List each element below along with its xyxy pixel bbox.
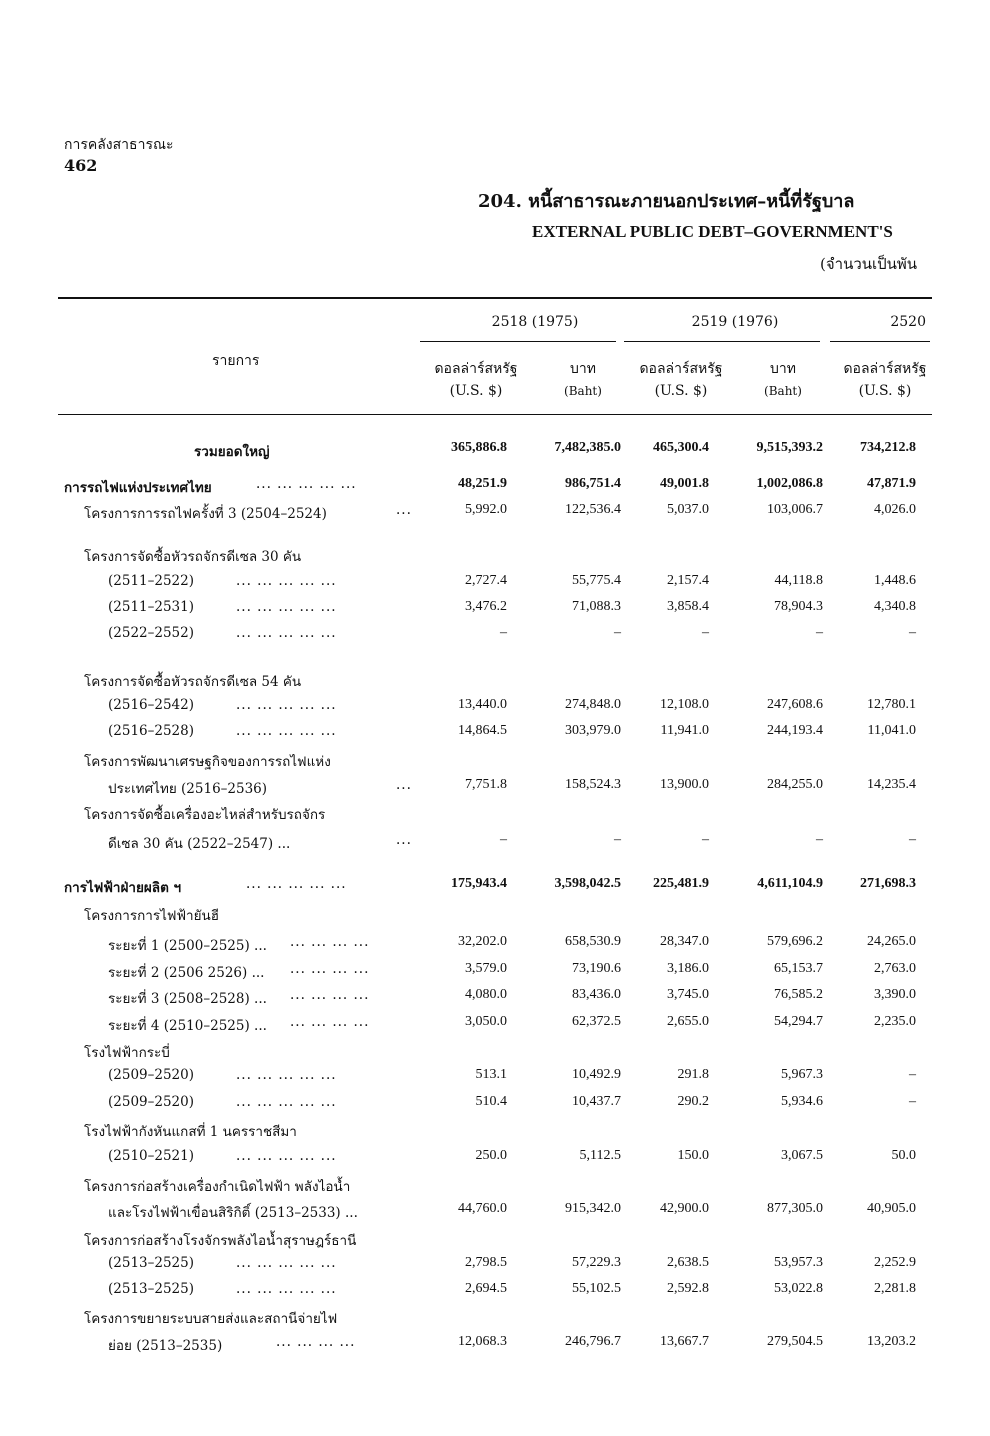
leader-dots: ... ... ... ... ... xyxy=(256,476,357,492)
table-cell: 291.8 xyxy=(677,1067,709,1082)
table-cell: 4,080.0 xyxy=(465,987,507,1002)
table-cell: 47,871.9 xyxy=(867,476,916,491)
table-cell: 2,157.4 xyxy=(667,573,709,588)
row-label: โครงการจัดซื้อเครื่องอะไหล่สำหรับรถจักร xyxy=(84,807,326,823)
col-baht-2518: บาท (Baht) xyxy=(564,361,602,398)
table-cell: 12,068.3 xyxy=(458,1334,507,1349)
table-row xyxy=(0,934,990,958)
table-title-english: EXTERNAL PUBLIC DEBT–GOVERNMENT'S xyxy=(532,222,893,241)
table-cell: 55,775.4 xyxy=(572,573,621,588)
table-cell: 40,905.0 xyxy=(867,1201,916,1216)
table-row xyxy=(0,1014,990,1038)
table-cell: 73,190.6 xyxy=(572,961,621,976)
table-cell: 13,203.2 xyxy=(867,1334,916,1349)
table-cell: – xyxy=(614,832,621,847)
table-cell: 14,235.4 xyxy=(867,777,916,792)
row-label: โรงไฟฟ้ากระบี่ xyxy=(84,1045,170,1061)
table-cell: – xyxy=(614,625,621,640)
table-cell: 65,153.7 xyxy=(774,961,823,976)
row-label: โครงการก่อสร้างโรงจักรพลังไอน้ำสุราษฎร์ธานี xyxy=(84,1233,357,1249)
year-underline-2518 xyxy=(420,341,616,342)
table-title-thai: 204. หนี้สาธารณะภายนอกประเทศ–หนี้ที่รัฐบาล xyxy=(478,191,855,212)
table-cell: 2,694.5 xyxy=(465,1281,507,1296)
table-row xyxy=(0,750,990,774)
table-cell: 42,900.0 xyxy=(660,1201,709,1216)
table-row xyxy=(0,1334,990,1358)
table-cell: 49,001.8 xyxy=(660,476,709,491)
leader-dots: ... ... ... ... ... xyxy=(236,1255,337,1271)
table-cell: 2,252.9 xyxy=(874,1255,916,1270)
table-row xyxy=(0,1094,990,1118)
table-cell: – xyxy=(909,832,916,847)
row-label: (2513–2525) xyxy=(108,1281,194,1297)
row-label: และโรงไฟฟ้าเขื่อนสิริกิติ์ (2513–2533) ... xyxy=(108,1205,358,1221)
table-cell: 1,002,086.8 xyxy=(756,476,823,491)
row-label: โครงการการรถไฟครั้งที่ 3 (2504–2524) xyxy=(84,506,327,522)
table-cell: 5,992.0 xyxy=(465,502,507,517)
table-cell: 48,251.9 xyxy=(458,476,507,491)
table-cell: 658,530.9 xyxy=(565,934,621,949)
table-cell: 284,255.0 xyxy=(767,777,823,792)
row-label: รวมยอดใหญ่ xyxy=(194,444,270,460)
leader-dots: ... ... ... ... ... xyxy=(236,723,337,739)
table-cell: 365,886.8 xyxy=(451,440,507,455)
table-row xyxy=(0,697,990,721)
row-label: ประเทศไทย (2516–2536) xyxy=(108,781,268,797)
row-label: การรถไฟแห่งประเทศไทย xyxy=(64,480,212,496)
leader-dots: ... ... ... ... xyxy=(290,987,370,1003)
table-cell: 13,440.0 xyxy=(458,697,507,712)
table-row xyxy=(0,1175,990,1199)
table-cell: 150.0 xyxy=(677,1148,709,1163)
leader-dots: ... xyxy=(396,777,412,793)
leader-dots: ... xyxy=(396,502,412,518)
table-cell: 2,638.5 xyxy=(667,1255,709,1270)
table-cell: – xyxy=(816,625,823,640)
year-header-2519: 2519 (1976) xyxy=(691,314,779,330)
leader-dots: ... ... ... ... ... xyxy=(236,1067,337,1083)
row-label: (2509–2520) xyxy=(108,1094,194,1110)
table-cell: 11,941.0 xyxy=(660,723,709,738)
table-cell: 246,796.7 xyxy=(565,1334,621,1349)
row-label: โรงไฟฟ้ากังหันแกสที่ 1 นครราชสีมา xyxy=(84,1124,297,1140)
table-cell: 4,026.0 xyxy=(874,502,916,517)
table-cell: 465,300.4 xyxy=(653,440,709,455)
table-row xyxy=(0,625,990,649)
table-cell: 10,492.9 xyxy=(572,1067,621,1082)
table-row xyxy=(0,1307,990,1331)
leader-dots: ... ... ... ... ... xyxy=(236,1281,337,1297)
leader-dots: ... ... ... ... ... xyxy=(236,599,337,615)
table-cell: 11,041.0 xyxy=(867,723,916,738)
table-cell: 12,780.1 xyxy=(867,697,916,712)
row-label: (2510–2521) xyxy=(108,1148,194,1164)
table-cell: 10,437.7 xyxy=(572,1094,621,1109)
row-label: ดีเซล 30 คัน (2522–2547) ... xyxy=(108,836,291,852)
row-label: โครงการก่อสร้างเครื่องกำเนิดไฟฟ้า พลังไอน้ำ xyxy=(84,1179,351,1195)
table-row xyxy=(0,1120,990,1144)
row-label: (2509–2520) xyxy=(108,1067,194,1083)
table-cell: 44,760.0 xyxy=(458,1201,507,1216)
table-cell: 513.1 xyxy=(475,1067,507,1082)
row-label: (2511–2522) xyxy=(108,573,194,589)
table-cell: 1,448.6 xyxy=(874,573,916,588)
table-cell: 3,390.0 xyxy=(874,987,916,1002)
table-row xyxy=(0,1148,990,1172)
table-cell: 55,102.5 xyxy=(572,1281,621,1296)
row-label: (2522–2552) xyxy=(108,625,194,641)
leader-dots: ... ... ... ... xyxy=(290,934,370,950)
table-cell: 7,482,385.0 xyxy=(554,440,621,455)
table-cell: 53,957.3 xyxy=(774,1255,823,1270)
table-cell: – xyxy=(500,832,507,847)
table-row xyxy=(0,1041,990,1065)
col-baht-2519: บาท (Baht) xyxy=(764,361,802,398)
table-cell: 3,186.0 xyxy=(667,961,709,976)
leader-dots: ... ... ... ... xyxy=(290,961,370,977)
table-cell: 877,305.0 xyxy=(767,1201,823,1216)
table-cell: 9,515,393.2 xyxy=(756,440,823,455)
table-cell: – xyxy=(909,1067,916,1082)
table-cell: – xyxy=(500,625,507,640)
table-cell: 225,481.9 xyxy=(653,876,709,891)
table-cell: 290.2 xyxy=(677,1094,709,1109)
page-number: 462 xyxy=(64,156,98,175)
top-rule xyxy=(58,297,932,299)
leader-dots: ... ... ... ... ... xyxy=(246,876,347,892)
leader-dots: ... ... ... ... xyxy=(276,1334,356,1350)
table-cell: 50.0 xyxy=(891,1148,916,1163)
table-row xyxy=(0,1067,990,1091)
table-cell: 2,798.5 xyxy=(465,1255,507,1270)
table-cell: 62,372.5 xyxy=(572,1014,621,1029)
table-cell: 122,536.4 xyxy=(565,502,621,517)
leader-dots: ... xyxy=(396,832,412,848)
table-cell: 279,504.5 xyxy=(767,1334,823,1349)
table-cell: 53,022.8 xyxy=(774,1281,823,1296)
table-cell: 32,202.0 xyxy=(458,934,507,949)
table-row xyxy=(0,440,990,464)
table-cell: – xyxy=(909,625,916,640)
table-cell: 3,745.0 xyxy=(667,987,709,1002)
row-label: (2516–2528) xyxy=(108,723,194,739)
table-cell: 303,979.0 xyxy=(565,723,621,738)
table-cell: 2,235.0 xyxy=(874,1014,916,1029)
leader-dots: ... ... ... ... ... xyxy=(236,1148,337,1164)
table-cell: 271,698.3 xyxy=(860,876,916,891)
table-row xyxy=(0,545,990,569)
table-cell: 734,212.8 xyxy=(860,440,916,455)
row-label: ย่อย (2513–2535) xyxy=(108,1338,223,1354)
table-cell: – xyxy=(702,832,709,847)
table-row xyxy=(0,832,990,856)
table-cell: 13,900.0 xyxy=(660,777,709,792)
table-cell: 54,294.7 xyxy=(774,1014,823,1029)
row-label: ระยะที่ 3 (2508–2528) ... xyxy=(108,991,267,1007)
leader-dots: ... ... ... ... ... xyxy=(236,573,337,589)
row-label: การไฟฟ้าฝ่ายผลิต ฯ xyxy=(64,880,182,896)
table-row xyxy=(0,961,990,985)
year-underline-2519 xyxy=(624,341,820,342)
table-row xyxy=(0,777,990,801)
table-cell: 44,118.8 xyxy=(774,573,823,588)
leader-dots: ... ... ... ... xyxy=(290,1014,370,1030)
col-usd-2520: ดอลล่าร์สหรัฐ (U.S. $) xyxy=(843,361,927,399)
table-cell: 579,696.2 xyxy=(767,934,823,949)
table-cell: 274,848.0 xyxy=(565,697,621,712)
table-cell: 76,585.2 xyxy=(774,987,823,1002)
row-label: (2513–2525) xyxy=(108,1255,194,1271)
table-cell: 510.4 xyxy=(475,1094,507,1109)
row-label: โครงการจัดซื้อหัวรถจักรดีเซล 30 คัน xyxy=(84,549,302,565)
table-row xyxy=(0,803,990,827)
year-underline-2520 xyxy=(830,341,930,342)
table-cell: 28,347.0 xyxy=(660,934,709,949)
table-cell: 5,934.6 xyxy=(781,1094,823,1109)
table-cell: – xyxy=(909,1094,916,1109)
table-row xyxy=(0,573,990,597)
table-cell: – xyxy=(816,832,823,847)
table-row xyxy=(0,1229,990,1253)
table-cell: 158,524.3 xyxy=(565,777,621,792)
row-label: โครงการพัฒนาเศรษฐกิจของการรถไฟแห่ง xyxy=(84,754,331,770)
table-cell: 3,858.4 xyxy=(667,599,709,614)
table-cell: 2,727.4 xyxy=(465,573,507,588)
table-cell: 4,611,104.9 xyxy=(757,876,823,891)
table-cell: 915,342.0 xyxy=(565,1201,621,1216)
row-label: (2511–2531) xyxy=(108,599,194,615)
table-cell: 4,340.8 xyxy=(874,599,916,614)
row-label: โครงการการไฟฟ้ายันฮี xyxy=(84,908,219,924)
row-label: โครงการขยายระบบสายส่งและสถานีจ่ายไฟ xyxy=(84,1311,338,1327)
table-row xyxy=(0,987,990,1011)
table-cell: 3,476.2 xyxy=(465,599,507,614)
table-cell: 3,067.5 xyxy=(781,1148,823,1163)
year-header-2520: 2520 xyxy=(890,314,926,330)
col-usd-2519: ดอลล่าร์สหรัฐ (U.S. $) xyxy=(639,361,723,399)
table-row xyxy=(0,904,990,928)
table-row xyxy=(0,876,990,900)
table-row xyxy=(0,1255,990,1279)
table-cell: 24,265.0 xyxy=(867,934,916,949)
table-cell: 986,751.4 xyxy=(565,476,621,491)
leader-dots: ... ... ... ... ... xyxy=(236,1094,337,1110)
table-cell: 175,943.4 xyxy=(451,876,507,891)
table-cell: 78,904.3 xyxy=(774,599,823,614)
table-cell: 12,108.0 xyxy=(660,697,709,712)
row-label: ระยะที่ 1 (2500–2525) ... xyxy=(108,938,267,954)
col-usd-2518: ดอลล่าร์สหรัฐ (U.S. $) xyxy=(434,361,518,399)
table-cell: 247,608.6 xyxy=(767,697,823,712)
unit-note: (จำนวนเป็นพัน xyxy=(820,255,918,273)
table-cell: – xyxy=(702,625,709,640)
table-cell: 83,436.0 xyxy=(572,987,621,1002)
table-cell: 103,006.7 xyxy=(767,502,823,517)
table-cell: 13,667.7 xyxy=(660,1334,709,1349)
section-title: การคลังสาธารณะ xyxy=(64,137,174,153)
table-cell: 5,112.5 xyxy=(579,1148,621,1163)
table-cell: 3,579.0 xyxy=(465,961,507,976)
table-cell: 2,592.8 xyxy=(667,1281,709,1296)
table-row xyxy=(0,670,990,694)
row-label: โครงการจัดซื้อหัวรถจักรดีเซล 54 คัน xyxy=(84,674,302,690)
table-cell: 5,967.3 xyxy=(781,1067,823,1082)
table-cell: 71,088.3 xyxy=(572,599,621,614)
table-cell: 3,050.0 xyxy=(465,1014,507,1029)
table-row xyxy=(0,1281,990,1305)
table-row xyxy=(0,476,990,500)
table-cell: 57,229.3 xyxy=(572,1255,621,1270)
table-cell: 244,193.4 xyxy=(767,723,823,738)
table-cell: 14,864.5 xyxy=(458,723,507,738)
header-bottom-rule xyxy=(58,414,932,415)
row-label: ระยะที่ 2 (2506 2526) ... xyxy=(108,965,265,981)
table-row xyxy=(0,723,990,747)
table-cell: 7,751.8 xyxy=(465,777,507,792)
table-cell: 5,037.0 xyxy=(667,502,709,517)
table-cell: 2,281.8 xyxy=(874,1281,916,1296)
table-cell: 3,598,042.5 xyxy=(554,876,621,891)
row-label: ระยะที่ 4 (2510–2525) ... xyxy=(108,1018,267,1034)
leader-dots: ... ... ... ... ... xyxy=(236,625,337,641)
table-cell: 2,763.0 xyxy=(874,961,916,976)
table-cell: 2,655.0 xyxy=(667,1014,709,1029)
table-cell: 250.0 xyxy=(475,1148,507,1163)
row-label: (2516–2542) xyxy=(108,697,194,713)
items-column-header: รายการ xyxy=(212,353,260,369)
table-row xyxy=(0,502,990,526)
table-row xyxy=(0,599,990,623)
leader-dots: ... ... ... ... ... xyxy=(236,697,337,713)
table-row xyxy=(0,1201,990,1225)
year-header-2518: 2518 (1975) xyxy=(491,314,579,330)
